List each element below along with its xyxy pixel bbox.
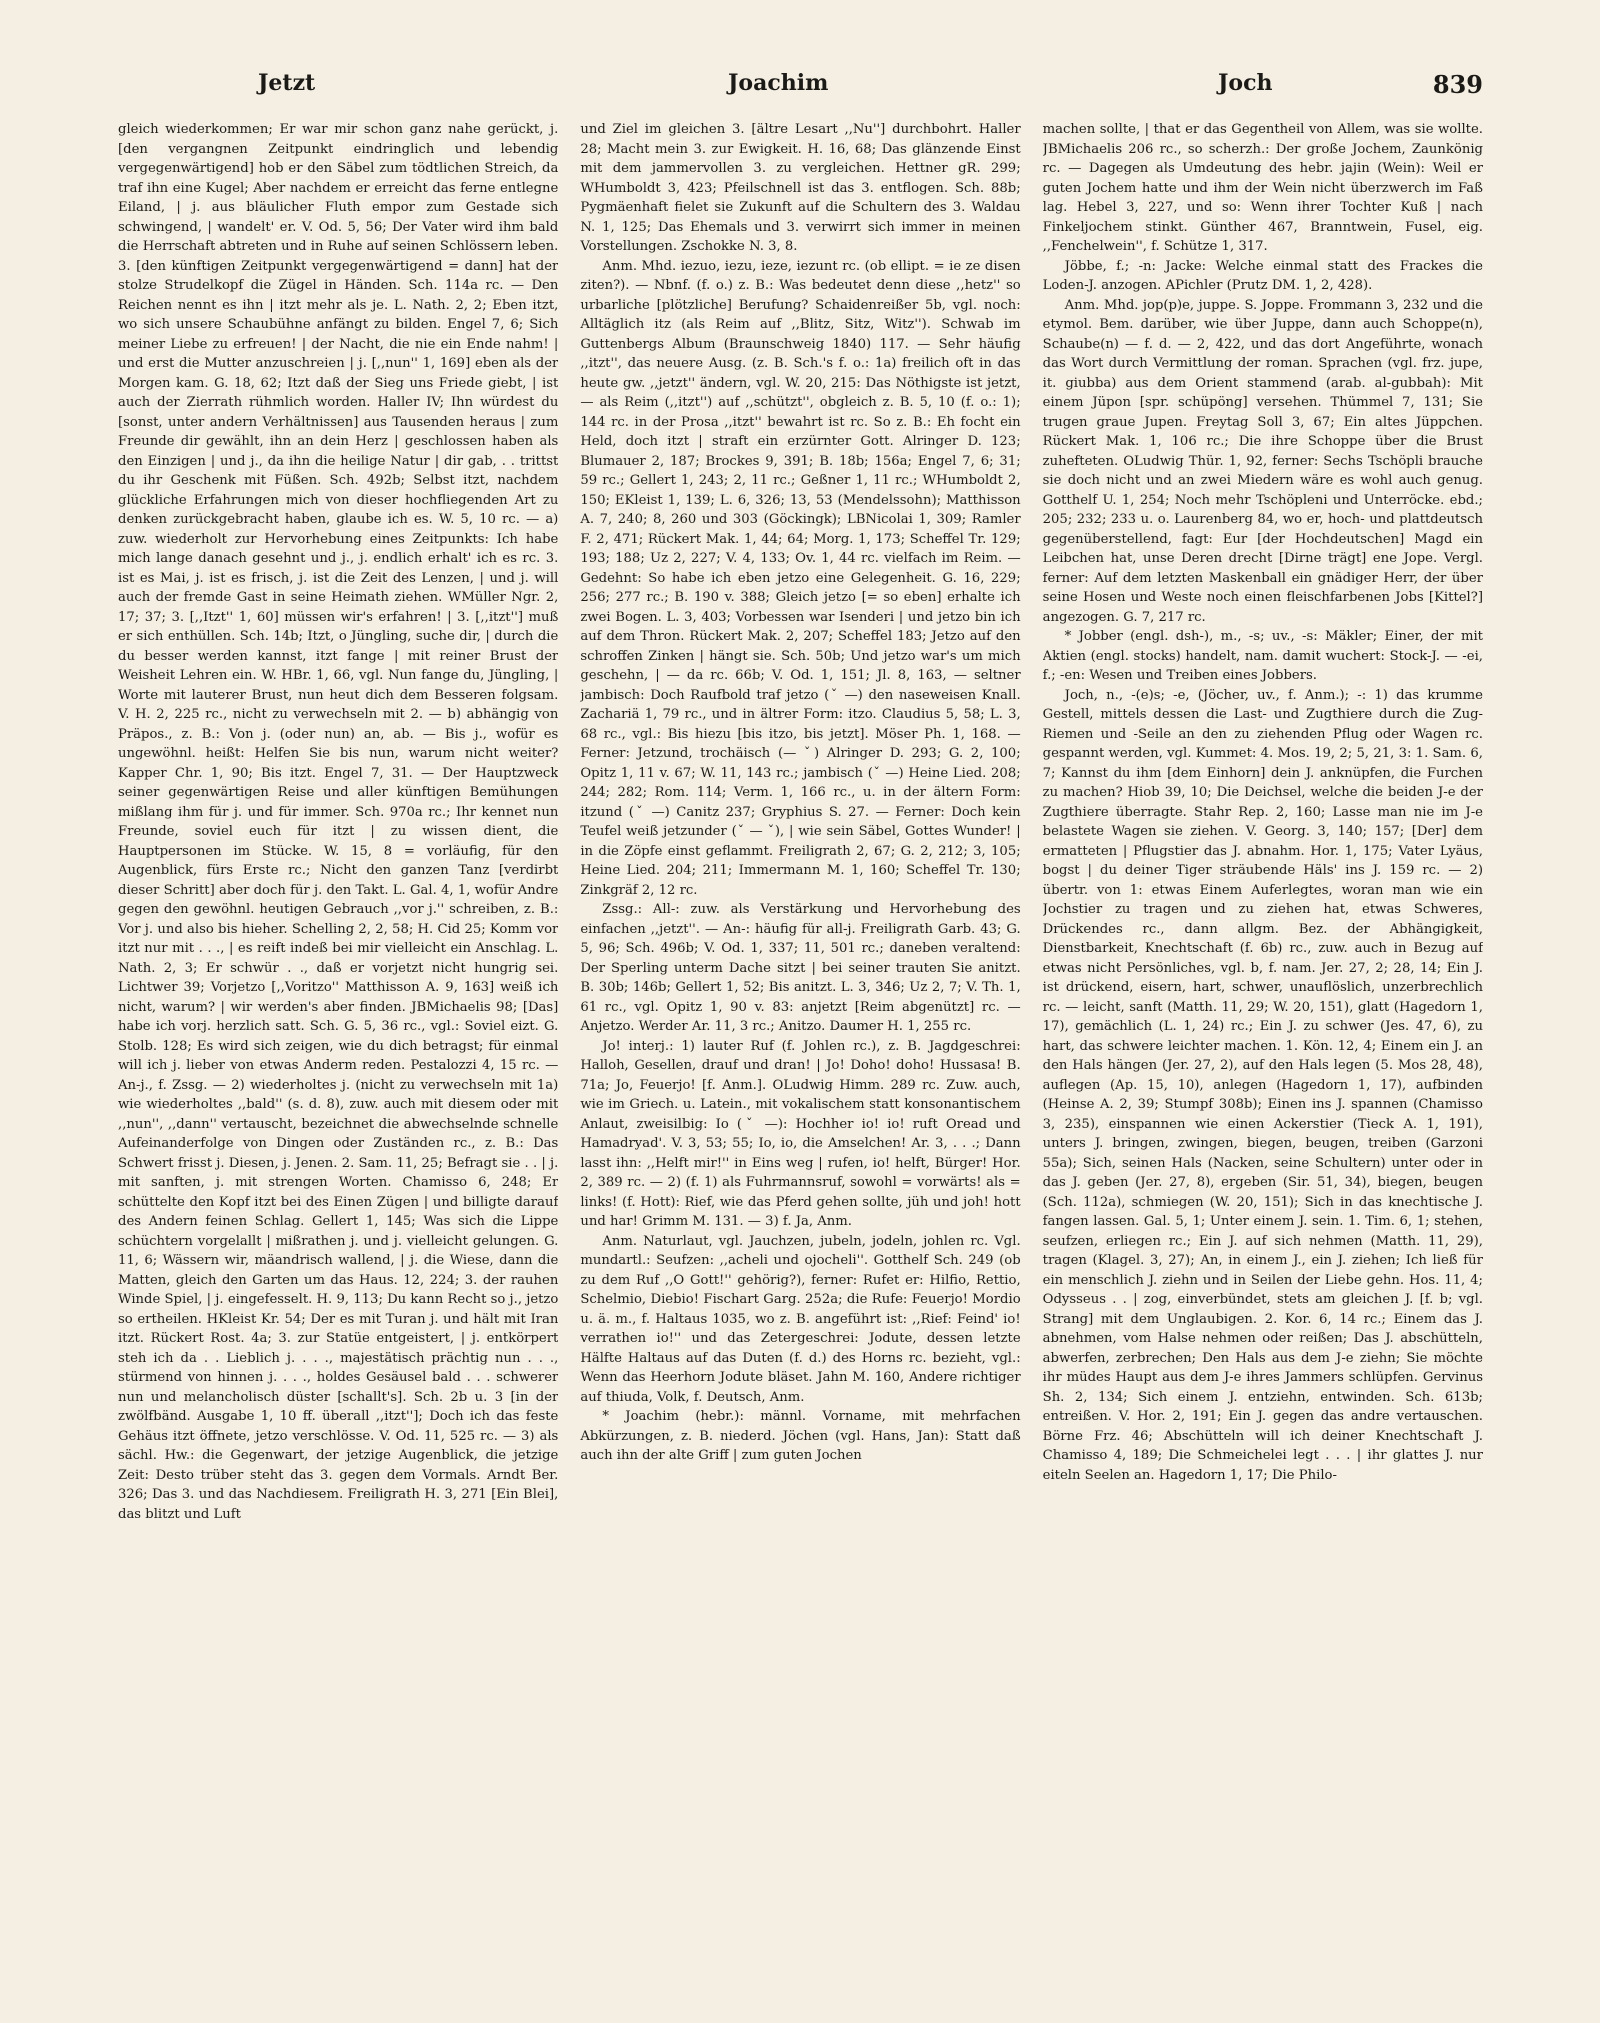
paragraph: Joch, n., -(e)s; -e, (Jöcher, uv., f. Anm.); -: 1) das krumme Gestell, mittels dessen die Last- und Zugthiere durch die Zug-Riemen und -Seile an den zu ziehenden Pflug oder Wagen rc. gespannt werden, vgl. Kummet: 4. Mos. 19, 2; 5, 21, 3: 1. Sam. 6, 7; Kannst du ihm [dem Einhorn] dein J. anknüpfen, die Furchen zu machen? Hiob 39, 10; Die Deichsel, welche die beiden J-e der Zugthiere überragte. Stahr Rep. 2, 160; Lasse man nie im J-e belastete Wagen sie ziehen. V. Georg. 3, 140; 157; [Der] dem ermatteten | Pflugstier das J. abnahm. Hor. 1, 175; Vater Lyäus, bogst | du deiner Tiger sträubende Häls' ins J. 159 rc. — 2) übertr. von 1: etwas Einem Auferlegtes, woran man wie ein Jochstier zu tragen und zu ziehen hat, etwas Schweres, Drückendes rc., dann allgm. Bez. der Abhängigkeit, Dienstbarkeit, Knechtschaft (f. 6b) rc., zuw. auch in Bezug auf etwas nicht Persönliches, vgl. b, f. nam. Jer. 27, 2; 28, 14; Ein J. ist drückend, eisern, hart, schwer, unauflöslich, unzerbrechlich rc. — leicht, sanft (Matth. 11, 29; W. 20, 151), glatt (Hagedorn 1, 17), gemächlich (L. 1, 24) rc.; Ein J. zu schwer (Jes. 47, 6), zu hart, das schwere leichter machen. 1. Kön. 12, 4; Einem ein J. an den Hals hängen (Jer. 27, 2), auf den Hals legen (5. Mos 28, 48), auflegen (Ap. 15, 10), anlegen (Hagedorn 1, 17), aufbinden (Heinse A. 2, 39; Stumpf 308b); Einen ins J. spannen (Chamisso 3, 235), einspannen wie einen Ackerstier (Tieck A. 1, 191), unters J. bringen, zwingen, biegen, beugen, treiben (Garzoni 55a); Sich, seinen Hals (Nacken, seine Schultern) unter oder in das J. geben (Jer. 27, 8), ergeben (Sir. 51, 34), biegen, beugen (Sch. 112a), schmiegen (W. 20, 151); Sich in das knechtische J. fangen lassen. Gal. 5, 1; Unter einem J. sein. 1. Tim. 6, 1; stehen, seufzen, erliegen rc.; Ein J. auf sich nehmen (Matth. 11, 29), tragen (Klagel. 3, 27); An, in einem J., ein J. ziehen; Ich ließ für ein menschlich J. ziehn und in Seilen der Liebe gehn. Hos. 11, 4; Odysseus . . | zog, einverbündet, stets am gleichen J. [f. b; vgl. Strang] mit dem Unglaubigen. 2. Kor. 6, 14 rc.; Einem das J. abnehmen, vom Halse nehmen oder reißen; Das J. abschütteln, abwerfen, zerbrechen; Den Hals aus dem J-e ziehn; Sie möchte ihr müdes Haupt aus dem J-e ihres Jammers schlüpfen. Gervinus Sh. 2, 134; Sich einem J. entziehn, entwinden. Sch. 613b; entreißen. V. Hor. 2, 191; Ein J. gegen das andre vertauschen. Börne Frz. 46; Abschütteln will ich deiner Knechtschaft J. Chamisso 4, 189; Die Schmeichelei legt . . . | ihr glattes J. nur eiteln Seelen an. Hagedorn 1, 17; Die Philo- <box>1042 687 1483 1483</box>
header-left-headword: Jetzt <box>258 70 316 96</box>
paragraph: und Ziel im gleichen 3. [ältre Lesart ,,Nu''] durchbohrt. Haller 28; Macht mein 3. zur Ewigkeit. H. 16, 68; Das glänzende Einst mit dem jammervollen 3. zu vergleichen. Hettner gR. 299; WHumboldt 3, 423; Pfeilschnell ist das 3. entflogen. Sch. 88b; Pygmäenhaft fielet sie Zukunft auf die Schultern des 3. Waldau N. 1, 125; Das Ehemals und 3. verwirrt sich immer in meinen Vorstellungen. Zschokke N. 3, 8. <box>580 122 1021 254</box>
text-columns <box>118 120 1483 2000</box>
paragraph: Jöbbe, f.; -n: Jacke: Welche einmal statt des Frackes die Loden-J. anzogen. APichler (Prutz DM. 1, 2, 428). <box>1042 258 1483 293</box>
header-center-headword: Joachim <box>728 70 829 96</box>
paragraph: * Jobber (engl. dsh-), m., -s; uv., -s: Mäkler; Einer, der mit Aktien (engl. stocks) handelt, nam. damit wuchert: Stock-J. — -ei, f.; -en: Wesen und Treiben eines Jobbers. <box>1042 629 1483 683</box>
column-2 <box>580 120 1020 2000</box>
column-3 <box>1043 120 1483 2000</box>
paragraph: gleich wiederkommen; Er war mir schon ganz nahe gerückt, j. [den vergangnen Zeitpunkt eindringlich und lebendig vergegenwärtigend] hob er den Säbel zum tödtlichen Streich, da traf ihn eine Kugel; Aber nachdem er erreicht das ferne entlegne Eiland, | j. aus bläulicher Fluth empor zum Gestade sich schwingend, | wandelt' er. V. Od. 5, 56; Der Vater wird ihm bald die Herrschaft abtreten und in Ruhe auf seinen Schlössern leben. 3. [den künftigen Zeitpunkt vergegenwärtigend = dann] hat der stolze Strudelkopf die Zügel in Händen. Sch. 114a rc. — Den Reichen nennt es ihn | itzt mehr als je. L. Nath. 2, 2; Eben itzt, wo sich unsere Schaubühne anfängt zu bilden. Engel 7, 6; Sich meiner Liebe zu erfreuen! | der Nacht, die nie ein Ende nahm! | und erst die Mutter anzuschreien | j. [,,nun'' 1, 169] eben als der Morgen kam. G. 18, 62; Itzt daß der Sieg uns Friede giebt, | ist auch der Zierrath rühmlich worden. Haller IV; Ihn würdest du [sonst, unter andern Verhältnissen] aus Tausenden heraus | zum Freunde dir gewählt, ihn an dein Herz | geschlossen haben als den Einzigen | und j., da ihn die heilige Natur | dir gab, . . trittst du ihr Geschenk mit Füßen. Sch. 492b; Selbst itzt, nachdem glückliche Erfahrungen mich von dieser hochfliegenden Art zu denken zurückgebracht haben, glaube ich es. W. 5, 10 rc. — a) zuw. wiederholt zur Hervorhebung eines Zeitpunkts: Ich habe mich lange danach gesehnt und j., j. endlich erhalt' ich es rc. 3. ist es Mai, j. ist es frisch, j. ist die Zeit des Lenzen, | und j. will auch der fremde Gast in seine Heimath ziehen. WMüller Ngr. 2, 17; 37; 3. [,,Itzt'' 1, 60] müssen wir's erfahren! | 3. [,,itzt''] muß er sich enthüllen. Sch. 14b; Itzt, o Jüngling, suche dir, | durch die du besser werden kannst, itzt fange | mit reiner Brust der Weisheit Lehren ein. W. HBr. 1, 66, vgl. Nun fange du, Jüngling, | Worte mit lauterer Brust, nun heut dich dem Besseren folgsam. V. H. 2, 225 rc., nicht zu verwechseln mit 2. — b) abhängig von Präpos., z. B.: Von j. (oder nun) an, ab. — Bis j., wofür es ungewöhnl. heißt: Helfen Sie bis nun, warum nicht weiter? Kapper Chr. 1, 90; Bis itzt. Engel 7, 31. — Der Hauptzweck seiner gegenwärtigen Reise und aller künftigen Bemühungen mißlang ihm für j. und für immer. Sch. 970a rc.; Ihr kennet nun Freunde, soviel euch für itzt | zu wissen dient, die Hauptpersonen im Stücke. W. 15, 8 = vorläufig, für den Augenblick, fürs Erste rc.; Nicht den ganzen Tanz [verdirbt dieser Schritt] aber doch für j. den Takt. L. Gal. 4, 1, wofür Andre gegen den gewöhnl. heutigen Gebrauch ,,vor j.'' schreiben, z. B.: Vor j. und also bis hieher. Schelling 2, 2, 58; H. Cid 25; Komm vor itzt nur mit . . ., | es reift indeß bei mir vielleicht ein Anschlag. L. Nath. 2, 3; Er schwür . ., daß er vorjetzt nicht hungrig sei. Lichtwer 39; Vorjetzo [,,Voritzo'' Matthisson A. 9, 163] weiß ich nicht, warum? | wir werden's aber finden. JBMichaelis 98; [Das] habe ich vorj. herzlich satt. Sch. G. 5, 36 rc., vgl.: Soviel eizt. G. Stolb. 128; Es wird sich zeigen, wie du dich betragst; für einmal will ich j. lieber von etwas Anderm reden. Pestalozzi 4, 15 rc. — An-j., f. Zssg. — 2) wiederholtes j. (nicht zu verwechseln mit 1a) wie wiederholtes ,,bald'' (s. d. 8), zuw. auch mit diesem oder mit ,,nun'', ,,dann'' vertauscht, bezeichnet die abwechselnde schnelle Aufeinanderfolge von Dingen oder Zuständen rc., z. B.: Das Schwert frisst j. Diesen, j. Jenen. 2. Sam. 11, 25; Befragt sie . . | j. mit sanften, j. mit strengen Worten. Chamisso 6, 248; Er schüttelte den Kopf itzt bei des Einen Zügen | und billigte darauf des Andern feinen Schlag. Gellert 1, 145; Was sich die Lippe schüchtern vorgelallt | mißrathen j. und j. vielleicht gelungen. G. 11, 6; Wässern wir, mäandrisch wallend, | j. die Wiese, dann die Matten, gleich den Garten um das Haus. 12, 224; 3. der rauhen Winde Spiel, | j. eingefesselt. H. 9, 113; Du kann Recht so j., jetzo so ertheilen. HKleist Kr. 54; Der es mit Turan j. und hält mit Iran itzt. Rückert Rost. 4a; 3. zur Statüe entgeistert, | j. entkörpert steh ich da . . Lieblich j. . . ., majestätisch prächtig nun . . ., stürmend von hinnen j. . . ., holdes Gesäusel bald . . . schwerer nun und melancholisch düster [schallt's]. Sch. 2b u. 3 [in der zwölfbänd. Ausgabe 1, 10 ff. überall ,,itzt'']; Doch ich das feste Gehäus itzt öffnete, jetzo verschlösse. V. Od. 11, 525 rc. — 3) als sächl. Hw.: die Gegenwart, der jetzige Augenblick, die jetzige Zeit: Desto trüber steht das 3. gegen dem Vormals. Arndt Ber. 326; Das 3. und das Nachdiesem. Freiligrath H. 3, 271 [Ein Blei], das blitzt und Luft <box>118 122 559 1522</box>
paragraph: * Joachim (hebr.): männl. Vorname, mit mehrfachen Abkürzungen, z. B. niederd. Jöchen (vgl. Hans, Jan): Statt daß auch ihn der alte Griff | zum guten Jochen <box>580 1409 1021 1463</box>
header-right-headword: Joch <box>1218 70 1273 96</box>
paragraph: Jo! interj.: 1) lauter Ruf (f. Johlen rc.), z. B. Jagdgeschrei: Halloh, Gesellen, drauf und dran! | Jo! Doho! doho! Hussasa! B. 71a; Jo, Feuerjo! [f. Anm.]. OLudwig Himm. 289 rc. Zuw. auch, wie im Griech. u. Latein., mit vokalischem statt konsonantischem Anlaut, zweisilbig: Io (ˇ —): Hochher io! io! ruft Oread und Hamadryad'. V. 3, 53; 55; Io, io, die Amselchen! Ar. 3, . . .; Dann lasst ihn: ,,Helft mir!'' in Eins weg | rufen, io! helft, Bürger! Hor. 2, 389 rc. — 2) (f. 1) als Fuhrmannsruf, sowohl = vorwärts! als = links! (f. Hott): Rief, wie das Pferd gehen sollte, jüh und joh! hott und har! Grimm M. 131. — 3) f. Ja, Anm. <box>580 1038 1021 1229</box>
running-header <box>118 58 1483 108</box>
column-1 <box>118 120 558 2000</box>
paragraph: Anm. Mhd. jop(p)e, juppe. S. Joppe. Frommann 3, 232 und die etymol. Bem. darüber, wie über Juppe, dann auch Schoppe(n), Schaube(n) — f. d. — 2, 422, und das dort Angeführte, wonach das Wort durch Vermittlung der roman. Sprachen (vgl. frz. jupe, it. giubba) aus dem Orient stammend (arab. al-gubbah): Mit einem Jüpon [spr. schüpöng] versehen. Thümmel 7, 131; Sie trugen graue Jupen. Freytag Soll 3, 67; Ein altes Jüppchen. Rückert Mak. 1, 106 rc.; Die ihre Schoppe über die Brust zuhefteten. OLudwig Thür. 1, 92, ferner: Sechs Tschöpli brauche sie doch nicht und an zwei Miedern wäre es wohl auch genug. Gotthelf U. 1, 254; Noch mehr Tschöpleni und Unterröcke. ebd.; 205; 232; 233 u. o. Laurenberg 84, wo er, hoch- und plattdeutsch gegenüberstellend, fagt: Eur [der Hochdeutschen] Magd ein Leibchen hat, unse Deren drecht [Dirne trägt] ene Jope. Vergl. ferner: Auf dem letzten Maskenball ein gnädiger Herr, der über seine Hosen und Weste noch einen fleischfarbenen Jobs [Kittel?] angezogen. G. 7, 217 rc. <box>1042 297 1483 625</box>
paragraph: Anm. Naturlaut, vgl. Jauchzen, jubeln, jodeln, johlen rc. Vgl. mundartl.: Seufzen: ,,acheli und ojocheli''. Gotthelf Sch. 249 (ob zu dem Ruf ,,O Gott!'' gehörig?), ferner: Rufet er: Hilfio, Rettio, Schelmio, Diebio! Fischart Garg. 252a; die Rufe: Feuerjo! Mordio u. ä. m., f. Haltaus 1035, wo z. B. angeführt ist: ,,Rief: Feind' io! verrathen io!'' und das Zetergeschrei: Jodute, dessen letzte Hälfte Haltaus auf das Duten (f. d.) des Horns rc. bezieht, vgl.: Wenn das Heerhorn Jodute bläset. Jahn M. 160, Andere richtiger auf thiuda, Volk, f. Deutsch, Anm. <box>580 1233 1021 1405</box>
paragraph: Zssg.: All-: zuw. als Verstärkung und Hervorhebung des einfachen ,,jetzt''. — An-: häufig für all-j. Freiligrath Garb. 43; G. 5, 96; Sch. 496b; V. Od. 1, 337; 11, 501 rc.; daneben veraltend: Der Sperling unterm Dache sitzt | bei seiner trauten Sie anitzt. B. 30b; 146b; Gellert 1, 52; Bis anitzt. L. 3, 346; Uz 2, 7; V. Th. 1, 61 rc., vgl. Opitz 1, 90 v. 83: anjetzt [Reim abgenützt] rc. — Anjetzo. Werder Ar. 11, 3 rc.; Anitzo. Daumer H. 1, 255 rc. <box>580 902 1021 1034</box>
paragraph: Anm. Mhd. iezuo, iezu, ieze, iezunt rc. (ob ellipt. = ie ze disen ziten?). — Nbnf. (f. o.) z. B.: Was bedeutet denn diese ,,hetz'' so urbarliche [plötzliche] Berufung? Schaidenreißer 5b, vgl. noch: Alltäglich itz (als Reim auf ,,Blitz, Sitz, Witz''). Schwab im Guttenbergs Album (Braunschweig 1840) 117. — Sehr häufig ,,itzt'', das neuere Ausg. (z. B. Sch.'s f. o.: 1a) freilich oft in das heute gw. ,,jetzt'' ändern, vgl. W. 20, 215: Das Nöthigste ist jetzt, — als Reim (,,itzt'') auf ,,schützt'', obgleich z. B. 5, 10 (f. o.: 1); 144 rc. in der Prosa ,,itzt'' bewahrt ist rc. So z. B.: Eh focht ein Held, doch itzt | straft ein erzürnter Gott. Alringer D. 123; Blumauer 2, 187; Brockes 9, 391; B. 18b; 156a; Engel 7, 6; 31; 59 rc.; Gellert 1, 243; 2, 11 rc.; Geßner 1, 11 rc.; WHumboldt 2, 150; EKleist 1, 139; L. 6, 326; 13, 53 (Mendelssohn); Matthisson A. 7, 240; 8, 260 und 303 (Göckingk); LBNicolai 1, 309; Ramler F. 2, 471; Rückert Mak. 1, 44; 64; Morg. 1, 173; Scheffel Tr. 129; 193; 188; Uz 2, 227; V. 4, 133; Ov. 1, 44 rc. vielfach im Reim. — Gedehnt: So habe ich eben jetzo eine Gelegenheit. G. 16, 229; 256; 277 rc.; B. 190 v. 388; Gleich jetzo [= so eben] erhalte ich zwei Bogen. L. 3, 403; Vorbessen war Isenderi | und jetzo bin ich auf dem Thron. Rückert Mak. 2, 207; Scheffel 183; Jetzo auf den schroffen Zinken | hängt sie. Sch. 50b; Und jetzo war's um mich geschehn, | — da rc. 66b; V. Od. 1, 151; Jl. 8, 163, — seltner jambisch: Doch Raufbold traf jetzo (ˇ —) den naseweisen Knall. Zachariä 1, 79 rc., und in ältrer Form: itzo. Claudius 5, 58; L. 3, 68 rc., vgl.: Bis hiezu [bis itzo, bis jetzt]. Möser Ph. 1, 168. — Ferner: Jetzund, trochäisch (— ˇ) Alringer D. 293; G. 2, 100; Opitz 1, 11 v. 67; W. 11, 143 rc.; jambisch (ˇ —) Heine Lied. 208; 244; 282; Rom. 114; Verm. 1, 166 rc., u. in der ältern Form: itzund (ˇ —) Canitz 237; Gryphius S. 27. — Ferner: Doch kein Teufel weiß jetzunder (ˇ — ˇ), | wie sein Säbel, Gottes Wunder! | in die Zöpfe einst geflammt. Freiligrath 2, 67; G. 2, 212; 3, 105; Heine Lied. 204; 211; Immermann M. 1, 160; Scheffel Tr. 130; Zinkgräf 2, 12 rc. <box>580 258 1021 898</box>
paragraph: machen sollte, | that er das Gegentheil von Allem, was sie wollte. JBMichaelis 206 rc., so scherzh.: Der große Jochem, Zaunkönig rc. — Dagegen als Umdeutung des hebr. jajin (Wein): Weil er guten Jochem hatte und ihm der Wein nicht überzwerch im Faß lag. Hebel 3, 227, und so: Wenn ihrer Tochter Kuß | nach Finkeljochem stinkt. Günther 467, Branntwein, Fusel, eig. ,,Fenchelwein'', f. Schütze 1, 317. <box>1042 122 1483 254</box>
page-number: 839 <box>1432 70 1483 99</box>
